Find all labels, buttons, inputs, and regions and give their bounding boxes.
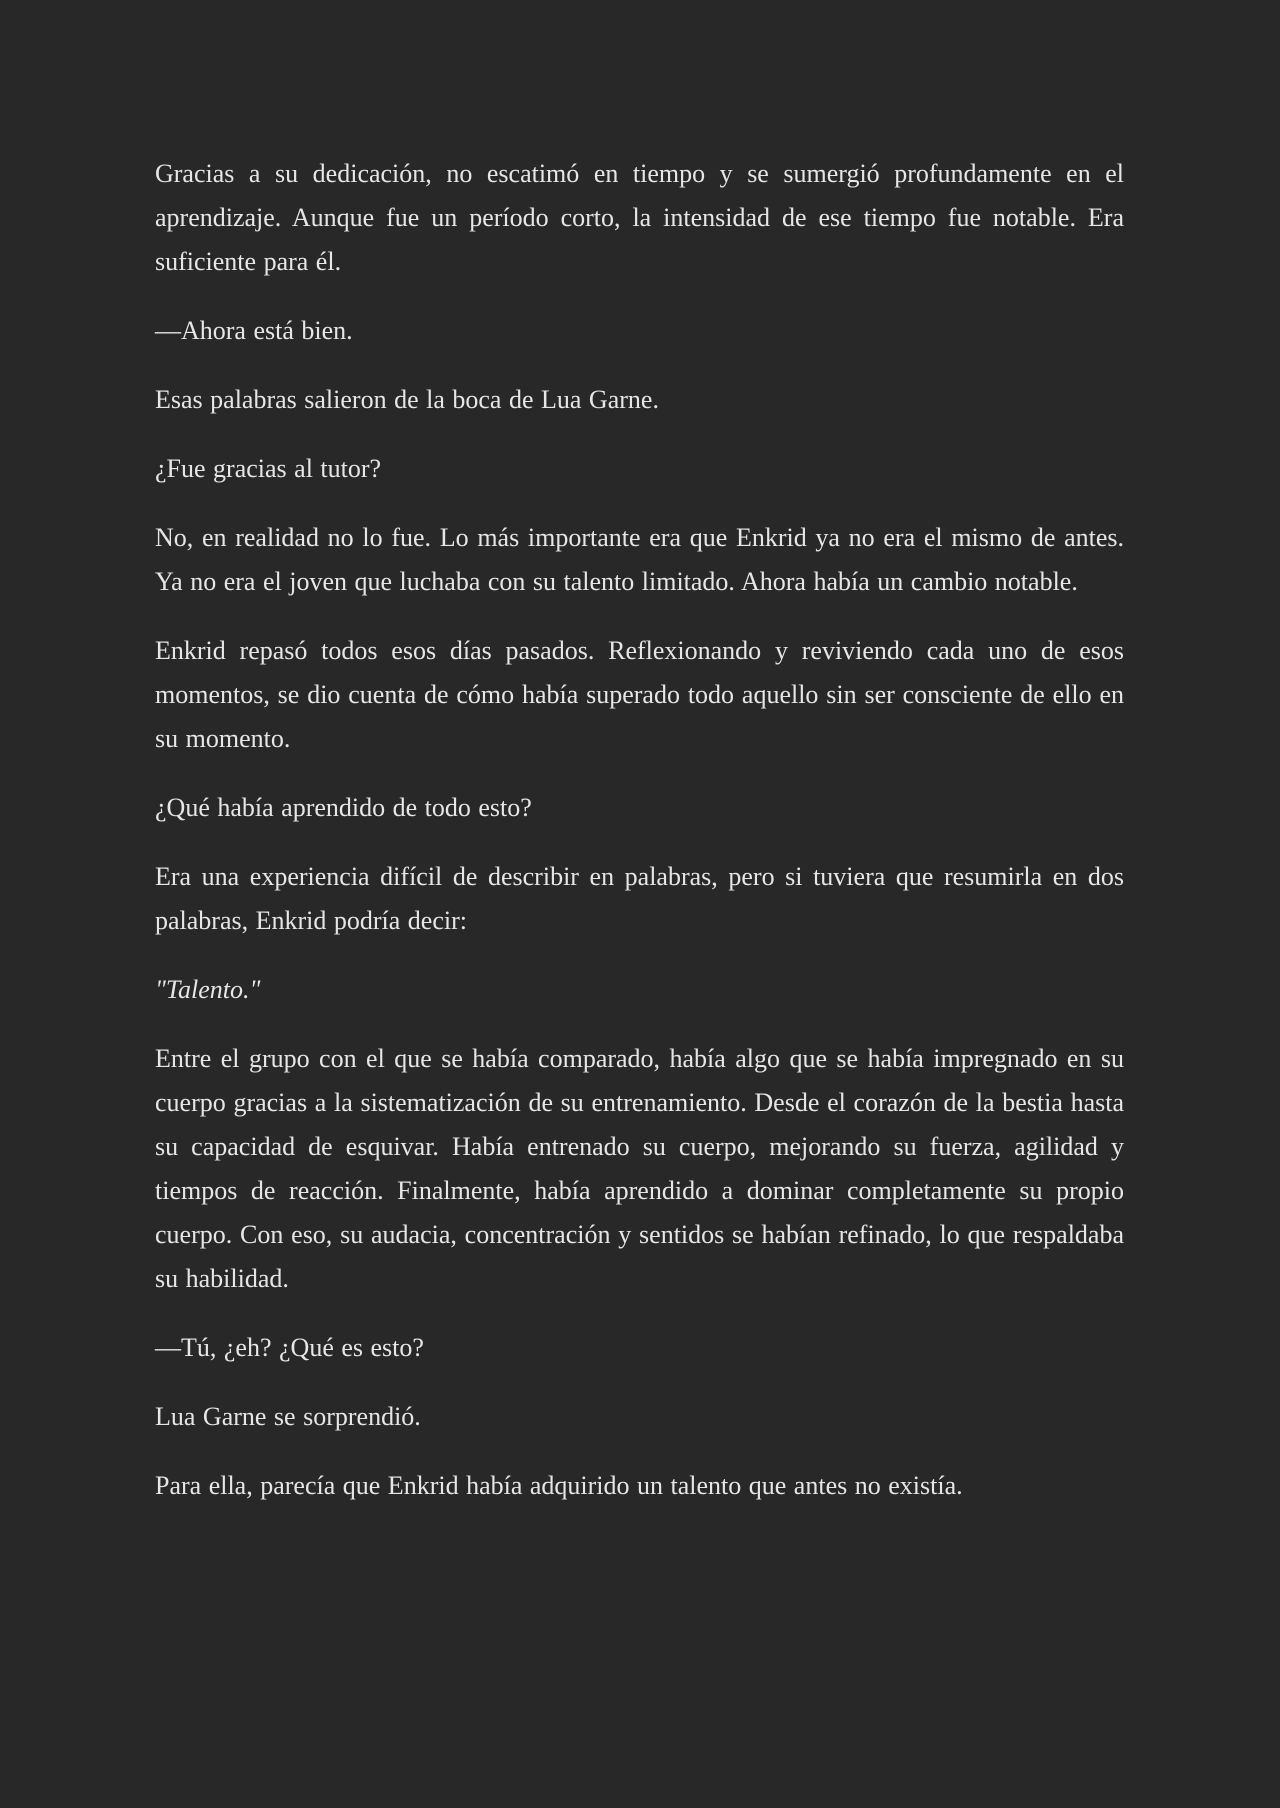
- paragraph: Era una experiencia difícil de describir en palabras, pero si tuviera que resumirla en dos palabras, Enkrid podría decir:: [155, 862, 1124, 935]
- paragraph: Esas palabras salieron de la boca de Lua Garne.: [155, 385, 659, 414]
- paragraph: Para ella, parecía que Enkrid había adquirido un talento que antes no existía.: [155, 1471, 963, 1500]
- paragraph: No, en realidad no lo fue. Lo más importante era que Enkrid ya no era el mismo de antes. Ya no era el joven que luchaba con su talento limitado. Ahora había un cambio notable.: [155, 523, 1124, 596]
- italic-quote: "Talento.": [155, 975, 261, 1004]
- paragraph: Gracias a su dedicación, no escatimó en tiempo y se sumergió profundamente en el aprendizaje. Aunque fue un período corto, la intensidad de ese tiempo fue notable. Era suficiente para él.: [155, 159, 1124, 276]
- paragraph: Lua Garne se sorprendió.: [155, 1402, 421, 1431]
- dialogue-line: —Tú, ¿eh? ¿Qué es esto?: [155, 1333, 424, 1362]
- paragraph: Enkrid repasó todos esos días pasados. Reflexionando y reviviendo cada uno de esos momentos, se dio cuenta de cómo había superado todo aquello sin ser consciente de ello en su momento.: [155, 636, 1124, 753]
- chapter-text: [155, 152, 1124, 1508]
- dialogue-line: —Ahora está bien.: [155, 316, 353, 345]
- paragraph: ¿Fue gracias al tutor?: [155, 454, 382, 483]
- paragraph: ¿Qué había aprendido de todo esto?: [155, 793, 532, 822]
- paragraph: Entre el grupo con el que se había comparado, había algo que se había impregnado en su cuerpo gracias a la sistematización de su entrenamiento. Desde el corazón de la bestia hasta su capacidad de esquivar. Había entrenado su cuerpo, mejorando su fuerza, agilidad y tiempos de reacción. Finalmente, había aprendido a dominar completamente su propio cuerpo. Con eso, su audacia, concentración y sentidos se habían refinado, lo que respaldaba su habilidad.: [155, 1044, 1124, 1293]
